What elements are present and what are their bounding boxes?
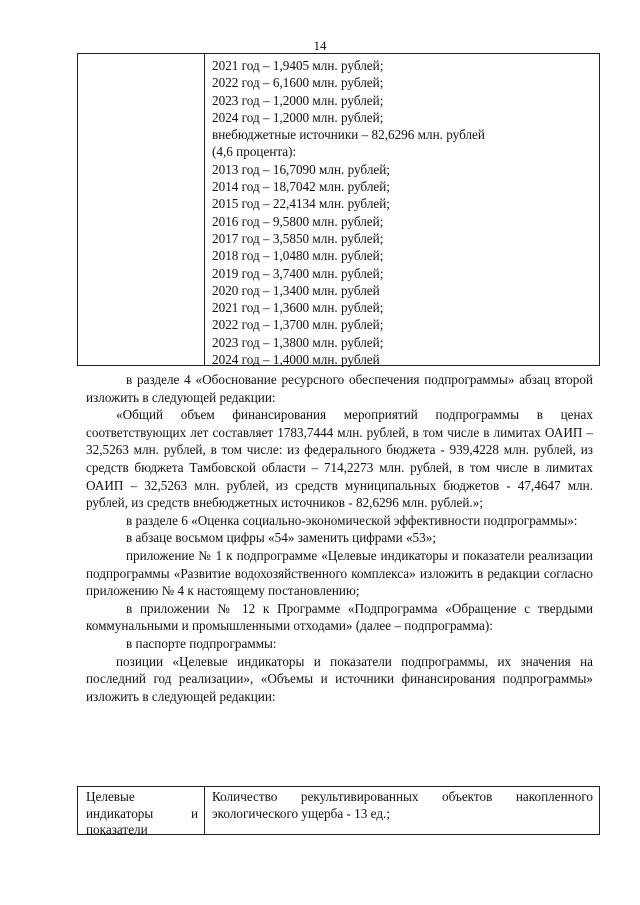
paragraph-section6: в разделе 6 «Оценка социально-экономической эффективности подпрограммы»: bbox=[126, 512, 578, 528]
label-line: Целевые bbox=[86, 789, 135, 804]
funding-line: (4,6 процента): bbox=[212, 144, 297, 160]
funding-line: 2015 год – 22,4134 млн. рублей; bbox=[212, 196, 390, 212]
funding-line: 2020 год – 1,3400 млн. рублей bbox=[212, 282, 380, 298]
funding-line: 2016 год – 9,5800 млн. рублей; bbox=[212, 213, 384, 229]
funding-line: 2013 год – 16,7090 млн. рублей; bbox=[212, 161, 390, 177]
funding-line: внебюджетные источники – 82,6296 млн. рублей bbox=[212, 127, 485, 143]
table-column-divider bbox=[204, 54, 205, 365]
funding-line: 2022 год – 1,3700 млн. рублей; bbox=[212, 317, 384, 333]
funding-table bbox=[77, 53, 600, 366]
paragraph-section4: в разделе 4 «Обоснование ресурсного обеспечения подпрограммы» абзац второй изложить в следующей редакции: bbox=[86, 372, 593, 405]
funding-line: 2021 год – 1,9405 млн. рублей; bbox=[212, 58, 384, 73]
funding-line: 2017 год – 3,5850 млн. рублей; bbox=[212, 230, 384, 246]
paragraph-appendix12: в приложении № 12 к Программе «Подпрограмма «Обращение с твердыми коммунальными и промышленными отходами» (далее – подпрограмма): bbox=[86, 600, 593, 634]
funding-list bbox=[212, 57, 595, 368]
paragraph-appendix1: приложение № 1 к подпрограмме «Целевые индикаторы и показатели реализации подпрограммы «Развитие водохозяйственного комплекса» изложить в редакции согласно приложению № 4 к настоящему постановлению; bbox=[86, 547, 593, 599]
funding-line: 2024 год – 1,4000 млн. рублей bbox=[212, 352, 380, 368]
funding-line: 2019 год – 3,7400 млн. рублей; bbox=[212, 265, 384, 281]
funding-line: 2018 год – 1,0480 млн. рублей; bbox=[212, 248, 384, 264]
paragraph-positions: позиции «Целевые индикаторы и показатели подпрограммы, их значения на последний год реализации», «Объемы и источники финансирования подпрограммы» изложить в следующей редакции: bbox=[86, 653, 593, 704]
indicators-value-cell: Количество рекультивированных объектов накопленного экологического ущерба - 13 ед.; bbox=[212, 789, 593, 821]
funding-line: 2024 год – 1,2000 млн. рублей; bbox=[212, 109, 384, 125]
indicators-table bbox=[77, 786, 600, 835]
label-line bbox=[86, 806, 198, 823]
funding-line: 2014 год – 18,7042 млн. рублей; bbox=[212, 179, 390, 195]
paragraph-passport: в паспорте подпрограммы: bbox=[126, 635, 277, 651]
page-number: 14 bbox=[313, 38, 327, 53]
paragraph-financing-quote: «Общий объем финансирования мероприятий подпрограммы в ценах соответствующих лет составляет 1783,7444 млн. рублей, в том числе в лимитах ОАИП – 32,5263 млн. рублей, в том числе: из федерального бюджета - 939,4228 млн. рублей, из средств бюджета Тамбовской области – 714,2273 млн. рублей, в том числе в лимитах ОАИП – 32,5263 млн. рублей, из средств муниципальных бюджетов - 47,4647 млн. рублей, из средств внебюджетных источников - 82,6296 млн. рублей.»; bbox=[86, 407, 593, 511]
document-body bbox=[86, 371, 593, 705]
label-line: показатели bbox=[86, 822, 148, 837]
funding-line: 2023 год – 1,2000 млн. рублей; bbox=[212, 92, 384, 108]
indicators-label-cell bbox=[86, 789, 198, 839]
label-word: и bbox=[190, 805, 198, 821]
paragraph-replace-numbers: в абзаце восьмом цифры «54» заменить цифрами «53»; bbox=[126, 530, 436, 546]
funding-line: 2021 год – 1,3600 млн. рублей; bbox=[212, 300, 384, 316]
funding-line: 2022 год – 6,1600 млн. рублей; bbox=[212, 75, 384, 91]
label-word: индикаторы bbox=[86, 805, 154, 821]
funding-line: 2023 год – 1,3800 млн. рублей; bbox=[212, 334, 384, 350]
table-column-divider bbox=[204, 787, 205, 834]
